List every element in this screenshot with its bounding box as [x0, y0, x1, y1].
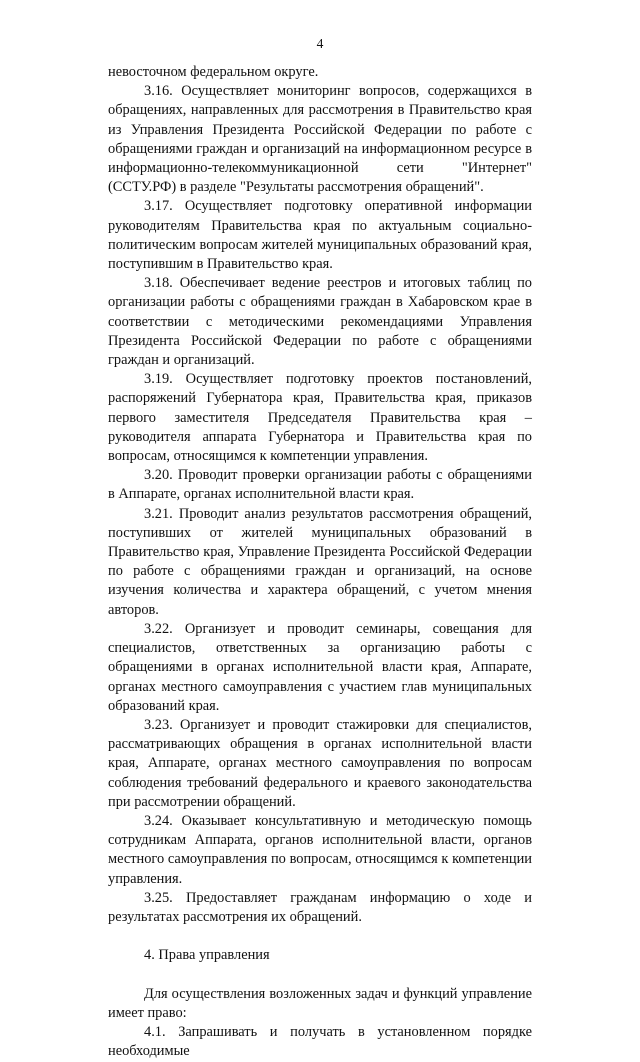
section-spacer	[108, 966, 532, 985]
paragraph-4-1: 4.1. Запрашивать и получать в установленном порядке необходимые	[108, 1024, 532, 1060]
paragraph-3-21: 3.21. Проводит анализ результатов рассмотрения обращений, поступивших от жителей муниципальных образований в Правительство края, Управление Президента Российской Федерации по работе с обращениями граждан и организаций, на основе изучения количества и характера обращений, с учетом мнения авторов.	[108, 505, 532, 618]
page-number: 4	[316, 36, 324, 51]
paragraph-3-23: 3.23. Организует и проводит стажировки для специалистов, рассматривающих обращения в органах исполнительной власти края, Аппарате, органах местного самоуправления по вопросам соблюдения требований федерального и краевого законодательства при рассмотрении обращений.	[108, 716, 532, 810]
paragraph-3-17: 3.17. Осуществляет подготовку оперативной информации руководителям Правительства края по актуальным социально-политическим вопросам жителей муниципальных образований края, поступившим в Правительство края.	[108, 198, 532, 273]
paragraph-3-20: 3.20. Проводит проверки организации работы с обращениями в Аппарате, органах исполнительной власти края.	[108, 467, 532, 503]
section-heading: 4. Права управления	[144, 947, 270, 964]
paragraph-3-25: 3.25. Предоставляет гражданам информацию о ходе и результатах рассмотрения их обращений.	[108, 889, 532, 925]
paragraph-3-24: 3.24. Оказывает консультативную и методическую помощь сотрудникам Аппарата, органов исполнительной власти, органов местного самоуправления по вопросам, относящимся к компетенции управления.	[108, 812, 532, 887]
paragraph-3-18: 3.18. Обеспечивает ведение реестров и итоговых таблиц по организации работы с обращениями граждан в Хабаровском крае в соответствии с методическими рекомендациями Управления Президента Российской Федерации по работе с обращениями граждан и организаций.	[108, 275, 532, 369]
paragraph-rights-intro: Для осуществления возложенных задач и функций управление имеет право:	[108, 985, 532, 1021]
paragraph-3-19: 3.19. Осуществляет подготовку проектов постановлений, распоряжений Губернатора края, Правительства края, приказов первого заместителя Председателя Правительства края – руководителя аппарата Губернатора и Правительства края по вопросам, относящимся к компетенции управления.	[108, 371, 532, 465]
paragraph-3-22: 3.22. Организует и проводит семинары, совещания для специалистов, ответственных за организацию работы с обращениями в органах исполнительной власти края, Аппарате, органах местного самоуправления с участием глав муниципальных образований края.	[108, 620, 532, 714]
paragraph-3-16: 3.16. Осуществляет мониторинг вопросов, содержащихся в обращениях, направленных для рассмотрения в Правительство края из Управления Президента Российской Федерации по работе с обращениями граждан и организаций на информационном ресурсе в информационно-телекоммуникационной сети "Интернет" (ССТУ.РФ) в разделе "Результаты рассмотрения обращений".	[108, 83, 532, 196]
document-body	[108, 63, 532, 1062]
paragraph-continuation: невосточном федеральном округе.	[108, 64, 319, 80]
section-spacer	[108, 927, 532, 946]
